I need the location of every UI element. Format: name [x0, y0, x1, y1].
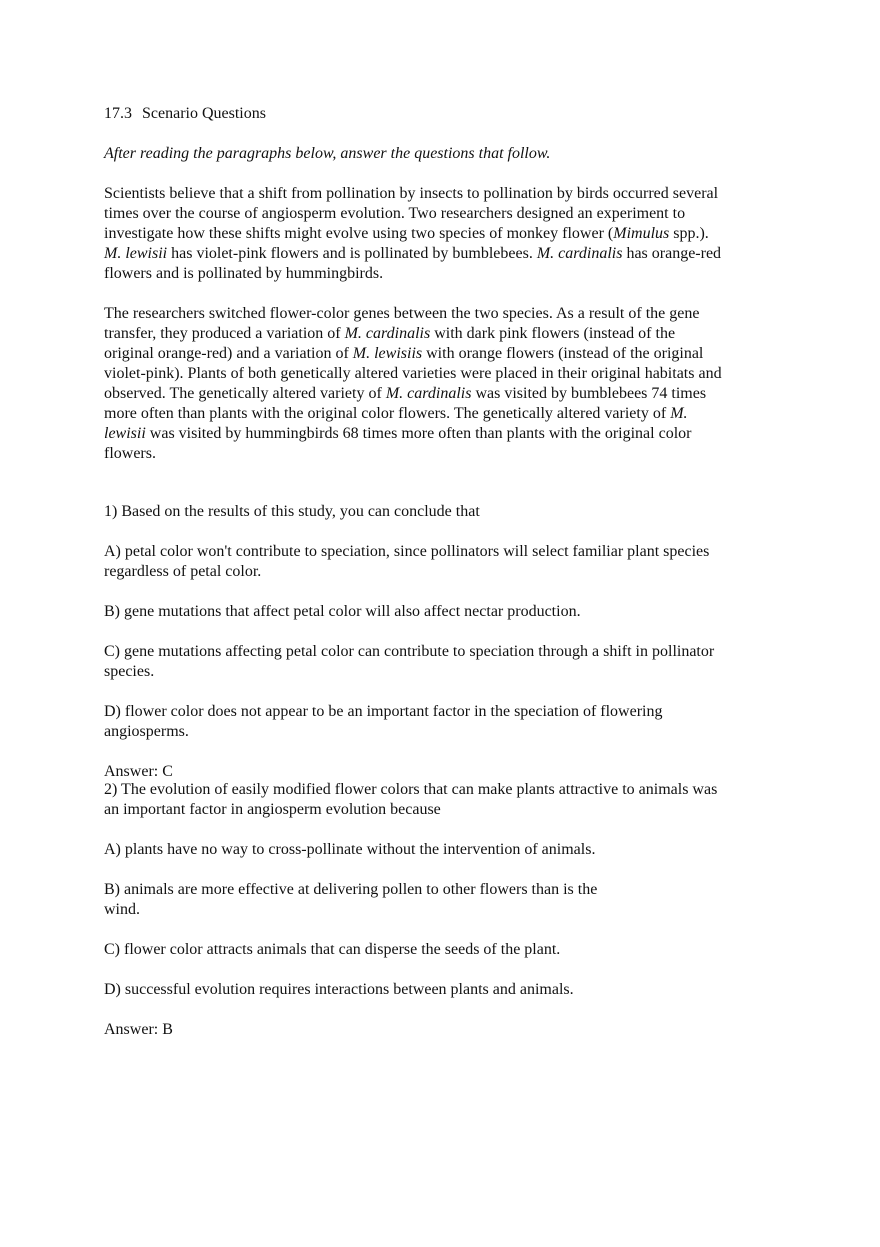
- text-run: with dark pink flowers (instead of the original orange-red) and a variation of: [104, 325, 676, 362]
- section-number: 17.3: [104, 105, 132, 122]
- answer-option-d: D) successful evolution requires interactions between plants and animals.: [104, 981, 574, 998]
- species-name: Mimulus: [613, 225, 670, 242]
- species-name: M. lewisii: [104, 405, 688, 442]
- answer-option-b: B) animals are more effective at delivering pollen to other flowers than is the wind.: [104, 881, 598, 918]
- text-run: The researchers switched flower-color genes between the two species. As a result of the gene transfer, they produced a variation of: [104, 305, 700, 342]
- text-run: spp.).: [673, 225, 709, 242]
- species-name: M. cardinalis: [344, 325, 431, 342]
- text-run: has orange-red flowers and is pollinated by hummingbirds.: [104, 245, 722, 282]
- scenario-paragraph-1: [104, 184, 776, 284]
- text-run: has violet-pink flowers and is pollinated by bumblebees.: [167, 245, 537, 262]
- species-name: M. lewisiis: [352, 345, 423, 362]
- text-run: Scientists believe that a shift from pollination by insects to pollination by birds occurred several times over the course of angiosperm evolution. Two researchers designed an experiment to investigate how these shifts might evolve using two species of monkey flower (: [104, 185, 719, 242]
- question-2: [104, 760, 776, 1060]
- text-run: was visited by hummingbirds 68 times more often than plants with the original color flowers.: [104, 425, 692, 462]
- question-stem: 2) The evolution of easily modified flower colors that can make plants attractive to animals was an important factor in angiosperm evolution because: [104, 781, 718, 818]
- text-run: was visited by bumblebees 74 times more often than plants with the original color flowers. The genetically altered variety of: [104, 385, 707, 422]
- species-name: M. lewisii: [104, 245, 168, 262]
- species-name: M. cardinalis: [385, 385, 472, 402]
- answer-option-c: C) flower color attracts animals that can disperse the seeds of the plant.: [104, 941, 561, 958]
- scenario-paragraph-2: [104, 304, 776, 464]
- section-title: Scenario Questions: [142, 105, 266, 122]
- text-run: with orange flowers (instead of the original violet-pink). Plants of both genetically altered varieties were placed in their original habitats and observed. The genetically altered variety of: [104, 345, 722, 402]
- answer-option-d: D) flower color does not appear to be an important factor in the speciation of flowering angiosperms.: [104, 703, 663, 740]
- section-heading: [104, 104, 776, 124]
- question-stem: 1) Based on the results of this study, you can conclude that: [104, 503, 480, 520]
- answer-option-b: B) gene mutations that affect petal color will also affect nectar production.: [104, 603, 581, 620]
- answer-key: Answer: C: [104, 763, 173, 780]
- species-name: M. cardinalis: [536, 245, 623, 262]
- answer-option-a: A) plants have no way to cross-pollinate without the intervention of animals.: [104, 841, 596, 858]
- answer-key: Answer: B: [104, 1021, 173, 1038]
- answer-option-a: A) petal color won't contribute to speciation, since pollinators will select familiar plant species regardless of petal color.: [104, 543, 710, 580]
- question-1: [104, 482, 776, 802]
- instructions: After reading the paragraphs below, answer the questions that follow.: [104, 145, 551, 162]
- answer-option-c: C) gene mutations affecting petal color can contribute to speciation through a shift in pollinator species.: [104, 643, 715, 680]
